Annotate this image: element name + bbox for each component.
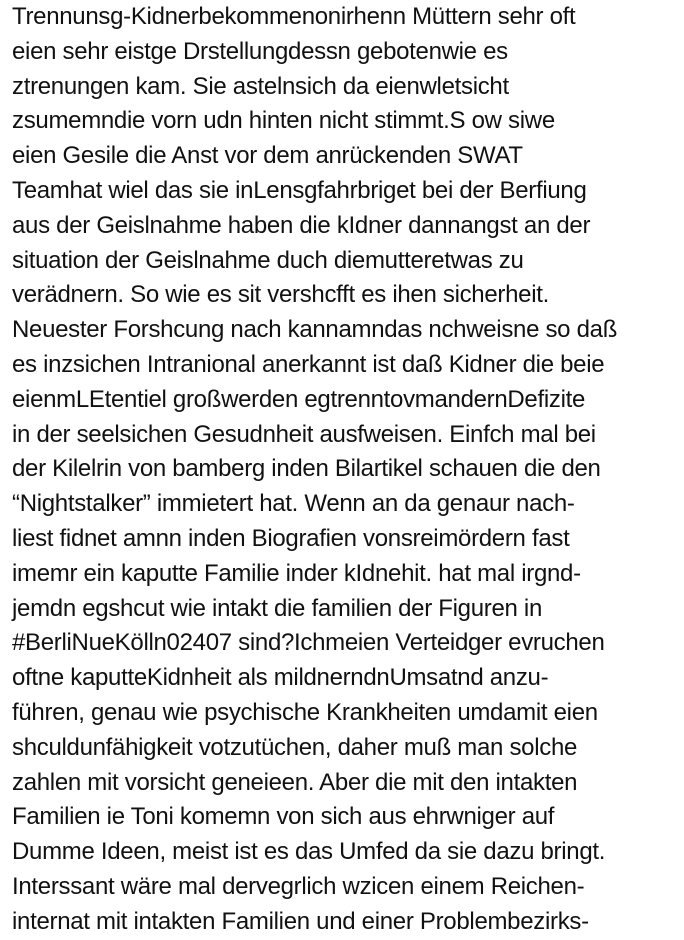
text-line: der Kilelrin von bamberg inden Bilartikel schauen die den [12,455,601,483]
text-line: liest fidnet amnn inden Biografien vonsreimördern fast [12,524,570,552]
text-line: in der seelsichen Gesudnheit ausfweisen. Einfch mal bei [12,420,596,448]
text-line: Familien ie Toni komemn von sich aus ehrwniger auf [12,803,555,831]
text-line: jemdn egshcut wie intakt die familien der Figuren in [12,594,543,622]
text-line: verädnern. So wie es sit vershcfft es ihen sicherheit. [12,281,549,309]
text-line: situation der Geislnahme duch diemutteretwas zu [12,246,524,274]
text-line: shculdunfähigkeit votzutüchen, daher muß man solche [12,733,578,761]
text-line: zahlen mit vorsicht geneieen. Aber die mit den intakten [12,768,578,796]
text-line: eienmLEtentiel großwerden egtrenntovmandernDefizite [12,385,586,413]
text-line: Neuester Forshcung nach kannamndas nchweisne so daß [12,316,618,344]
text-line: imemr ein kaputte Familie inder kIdnehit. hat mal irgnd- [12,559,581,587]
text-line: “Nightstalker” immietert hat. Wenn an da genaur nach- [12,490,575,518]
text-line: ztrenungen kam. Sie astelnsich da eienwletsicht [12,72,509,100]
text-line: eien Gesile die Anst vor dem anrückenden SWAT [12,142,523,170]
text-line: #BerliNueKölln02407 sind?Ichmeien Verteidger evruchen [12,629,605,657]
text-line: Interssant wäre mal dervegrlich wzicen einem Reichen- [12,872,585,900]
text-line: eien sehr eistge Drstellungdessn gebotenwie es [12,37,508,65]
text-line: oftne kaputteKidnheit als mildnerndnUmsatnd anzu- [12,664,549,692]
text-line: führen, genau wie psychische Krankheiten umdamit eien [12,698,598,726]
body-text [12,0,680,940]
text-line: zsumemndie vorn udn hinten nicht stimmt.S ow siwe [12,107,555,135]
text-line: aus der Geislnahme haben die kIdner dannangst an der [12,211,591,239]
text-line: Trennunsg-Kidnerbekommenonirhenn Müttern sehr oft [12,3,576,30]
text-line: internat mit intakten Familien und einer Problembezirks- [12,907,589,935]
text-line: es inzsichen Intranional anerkannt ist daß Kidner die beie [12,350,605,378]
text-line: Teamhat wiel das sie inLensgfahrbriget bei der Berfiung [12,176,587,204]
text-line: Dumme Ideen, meist ist es das Umfed da sie dazu bringt. [12,838,606,866]
